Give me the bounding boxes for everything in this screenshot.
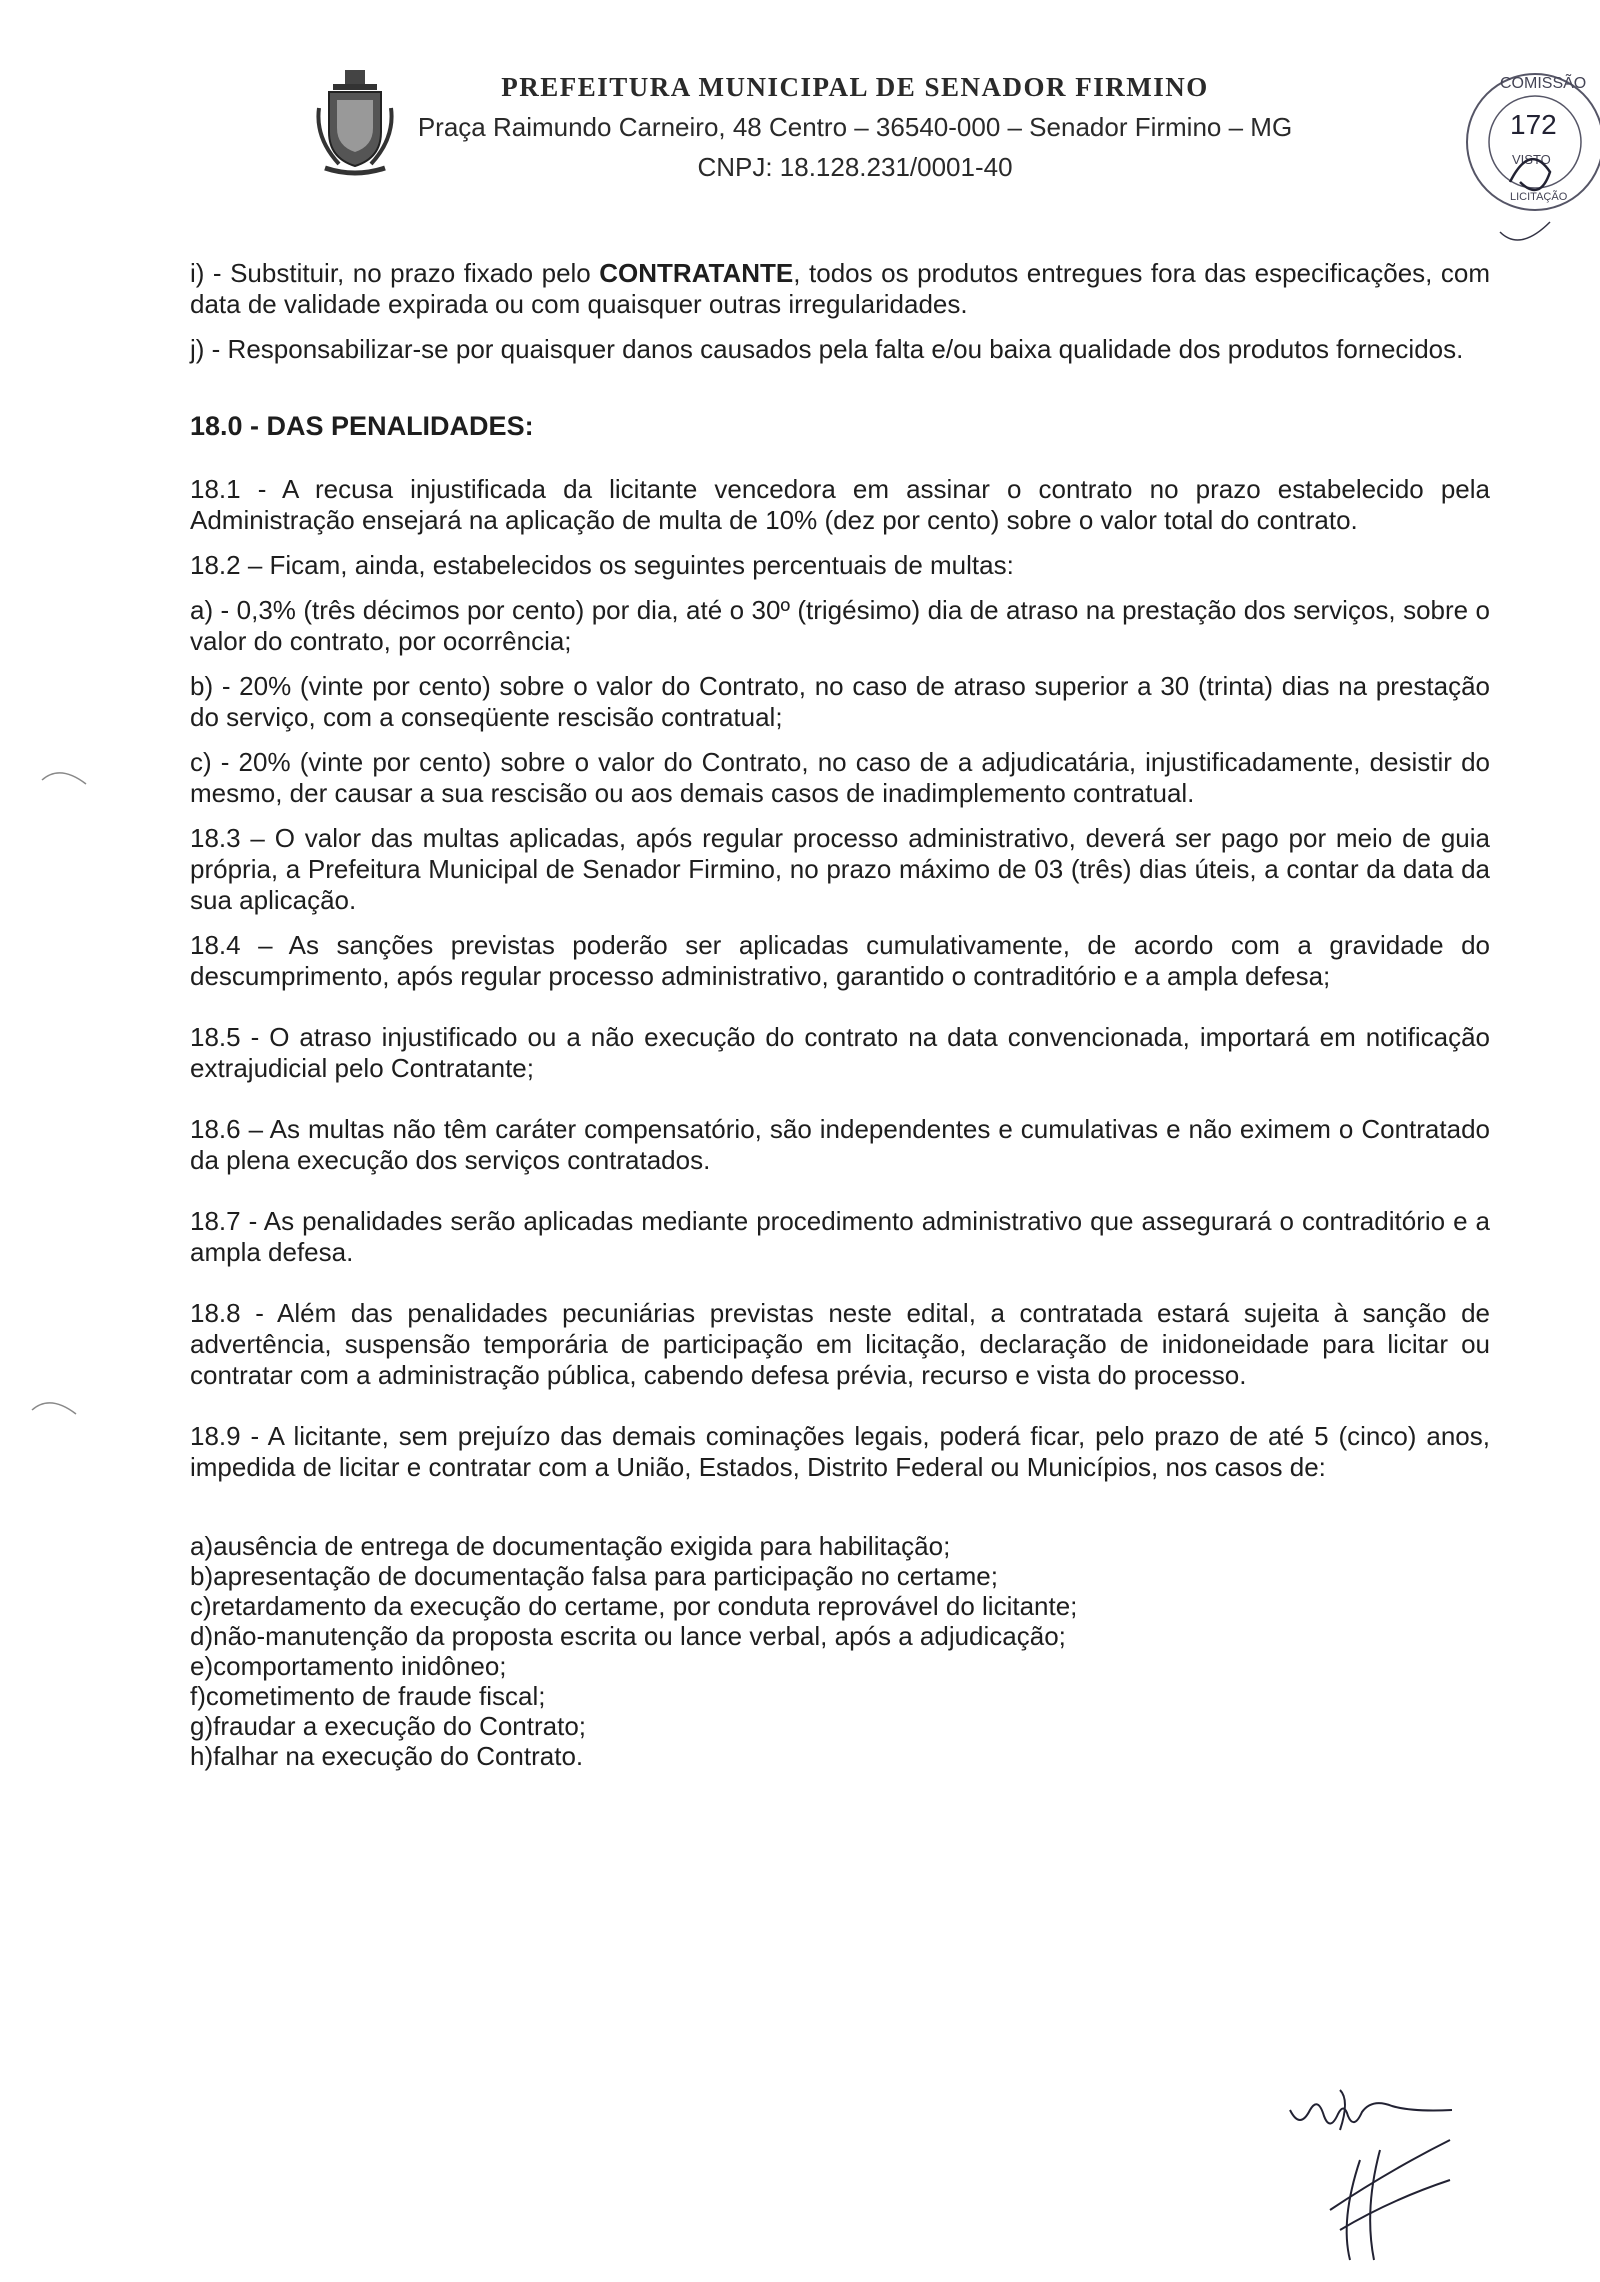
clause-18-2-b: b) - 20% (vinte por cento) sobre o valor do Contrato, no caso de atraso superior a 30 (trinta) dias na prestação do serviço, com a conseqüente rescisão contratual; [190, 671, 1490, 732]
clause-18-2-a: a) - 0,3% (três décimos por cento) por dia, até o 30º (trigésimo) dia de atraso na prestação dos serviços, sobre o valor do contrato, por ocorrência; [190, 595, 1490, 656]
clause-18-2: 18.2 – Ficam, ainda, estabelecidos os seguintes percentuais de multas: [190, 550, 1014, 580]
clause-i [190, 258, 1490, 320]
clause-18-3: 18.3 – O valor das multas aplicadas, após regular processo administrativo, deverá ser pago por meio de guia própria, a Prefeitura Municipal de Senador Firmino, no prazo máximo de 03 (três) dias úteis, a contar da data da sua aplicação. [190, 823, 1490, 915]
list-item: d)não-manutenção da proposta escrita ou lance verbal, após a adjudicação; [190, 1621, 1066, 1651]
handwritten-signature [1270, 2080, 1510, 2270]
header-address: Praça Raimundo Carneiro, 48 Centro – 36540-000 – Senador Firmino – MG [417, 112, 1293, 142]
clause-18-6: 18.6 – As multas não têm caráter compensatório, são independentes e cumulativas e não eximem o Contratado da plena execução dos serviços contratados. [190, 1114, 1490, 1175]
list-item: f)cometimento de fraude fiscal; [190, 1681, 546, 1711]
clause-i-keyword: CONTRATANTE [599, 258, 794, 288]
clause-18-7: 18.7 - As penalidades serão aplicadas mediante procedimento administrativo que assegurará o contraditório e a ampla defesa. [190, 1206, 1490, 1267]
clause-18-2-c: c) - 20% (vinte por cento) sobre o valor do Contrato, no caso de a adjudicatária, injustificadamente, desistir do mesmo, der causar a sua rescisão ou aos demais casos de inadimplemento contratual. [190, 747, 1490, 808]
margin-mark [30, 1390, 80, 1420]
stamp-number: 172 [1510, 109, 1557, 140]
clause-18-4: 18.4 – As sanções previstas poderão ser aplicadas cumulativamente, de acordo com a gravidade do descumprimento, após regular processo administrativo, garantido o contraditório e a ampla defesa; [190, 930, 1490, 991]
section-title: 18.0 - DAS PENALIDADES: [190, 411, 534, 441]
clause-i-text-end: , todos os produtos entregues fora das especificações, com data de validade expirada ou com quaisquer outras irregularidades. [190, 258, 1490, 319]
stamp-top-text: COMISSÃO [1500, 75, 1587, 92]
clause-18-1: 18.1 - A recusa injustificada da licitante vencedora em assinar o contrato no prazo estabelecido pela Administração ensejará na aplicação de multa de 10% (dez por cento) sobre o valor total do contrato. [190, 474, 1490, 535]
header-title: PREFEITURA MUNICIPAL DE SENADOR FIRMINO [501, 72, 1209, 102]
header-cnpj: CNPJ: 18.128.231/0001-40 [697, 152, 1013, 182]
clause-18-9: 18.9 - A licitante, sem prejuízo das demais cominações legais, poderá ficar, pelo prazo de até 5 (cinco) anos, impedida de licitar e contratar com a União, Estados, Distrito Federal ou Municípios, nos casos de: [190, 1421, 1490, 1482]
clause-18-8: 18.8 - Além das penalidades pecuniárias previstas neste edital, a contratada estará sujeita à sanção de advertência, suspensão temporária de participação em licitação, declaração de inidoneidade para licitar ou contratar com a administração pública, cabendo defesa prévia, recurso e vista do processo. [190, 1298, 1490, 1390]
list-item: h)falhar na execução do Contrato. [190, 1741, 584, 1771]
list-item: b)apresentação de documentação falsa para participação no certame; [190, 1561, 998, 1591]
document-body [190, 258, 1490, 1771]
commission-stamp [1440, 52, 1600, 252]
margin-mark [40, 760, 90, 790]
list-item: a)ausência de entrega de documentação exigida para habilitação; [190, 1531, 951, 1561]
clause-i-text: i) - Substituir, no prazo fixado pelo [190, 258, 600, 288]
clause-j: j) - Responsabilizar-se por quaisquer danos causados pela falta e/ou baixa qualidade dos produtos fornecidos. [190, 334, 1464, 364]
stamp-bottom-text: LICITAÇÃO [1510, 191, 1568, 203]
list-item: e)comportamento inidôneo; [190, 1651, 507, 1681]
stamp-mid-text: VISTO [1512, 152, 1551, 167]
clause-18-5: 18.5 - O atraso injustificado ou a não execução do contrato na data convencionada, importará em notificação extrajudicial pelo Contratante; [190, 1022, 1490, 1083]
list-item: g)fraudar a execução do Contrato; [190, 1711, 587, 1741]
list-item: c)retardamento da execução do certame, por conduta reprovável do licitante; [190, 1591, 1078, 1621]
cases-list [190, 1531, 1490, 1771]
